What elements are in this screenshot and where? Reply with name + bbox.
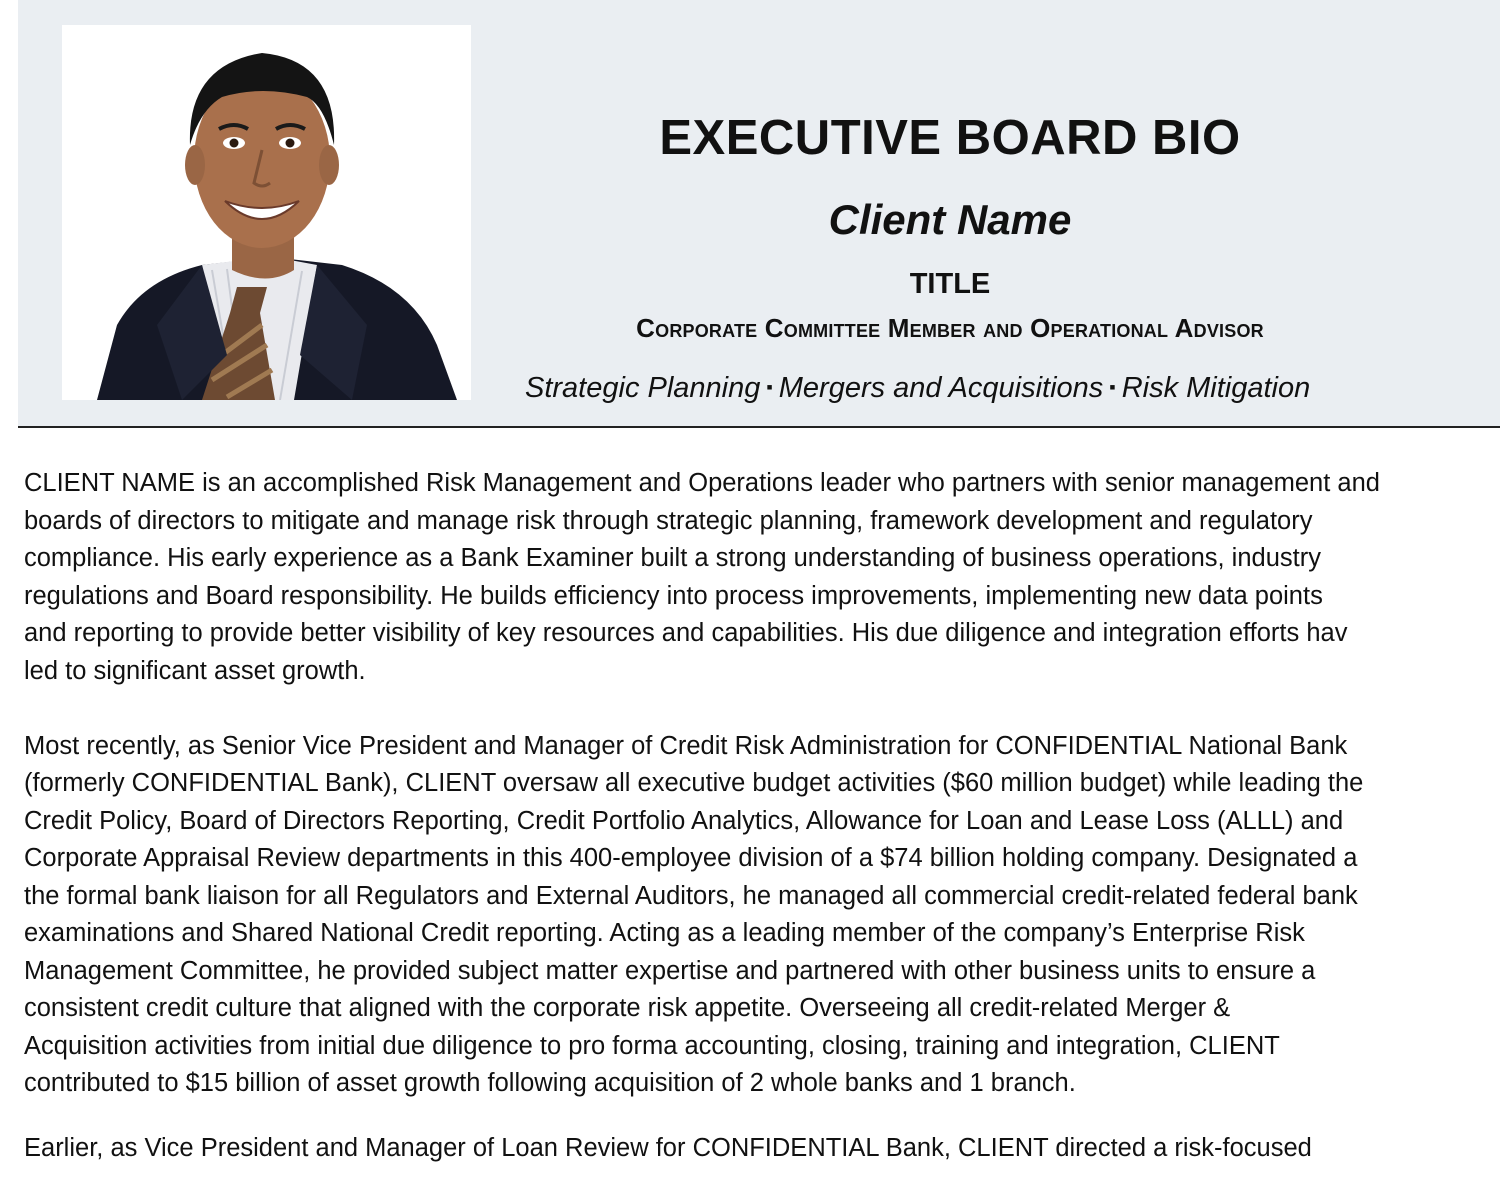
- text-line: contributed to $15 billion of asset growth following acquisition of 2 whole banks and 1 branch.: [24, 1069, 1076, 1097]
- paragraph-spacer: [24, 690, 1500, 728]
- bio-paragraph-3: [24, 1130, 1500, 1168]
- specialties-line: [490, 372, 1500, 405]
- specialty-item: Risk Mitigation: [1121, 372, 1311, 404]
- bullet-separator-icon: ▪: [766, 377, 773, 397]
- headshot-illustration: [62, 25, 471, 400]
- text-line: Acquisition activities from initial due diligence to pro forma accounting, closing, training and integration, CLIENT: [24, 1031, 1280, 1060]
- text-line: Most recently, as Senior Vice President and Manager of Credit Risk Administration for CONFIDENTIAL National Bank: [24, 731, 1348, 760]
- text-line: regulations and Board responsibility. He builds efficiency into process improvements, implementing new data points: [24, 581, 1323, 610]
- text-line: Management Committee, he provided subject matter expertise and partnered with other business units to ensure a: [24, 956, 1316, 985]
- bio-paragraph-1: [24, 465, 1500, 690]
- text-line: led to significant asset growth.: [24, 656, 366, 685]
- text-line: boards of directors to mitigate and manage risk through strategic planning, framework development and regulatory: [24, 506, 1313, 535]
- text-line: and reporting to provide better visibility of key resources and capabilities. His due diligence and integration efforts hav: [24, 619, 1348, 647]
- text-line: the formal bank liaison for all Regulators and External Auditors, he managed all commercial credit-related federal bank: [24, 881, 1358, 910]
- role-subtitle: Corporate Committee Member and Operational Advisor: [636, 313, 1264, 343]
- bullet-separator-icon: ▪: [1109, 377, 1116, 397]
- text-line: Credit Policy, Board of Directors Reporting, Credit Portfolio Analytics, Allowance for Loan and Lease Loss (ALLL) and: [24, 806, 1344, 835]
- text-line: consistent credit culture that aligned with the corporate risk appetite. Overseeing all credit-related Merger &: [24, 994, 1231, 1022]
- specialty-item: Strategic Planning: [525, 372, 761, 404]
- page-title: EXECUTIVE BOARD BIO: [659, 111, 1241, 165]
- bio-paragraph-2: [24, 728, 1500, 1103]
- specialty-item: Mergers and Acquisitions: [778, 372, 1104, 404]
- bio-body: [24, 465, 1500, 1167]
- title-label: TITLE: [909, 268, 991, 300]
- text-line: Corporate Appraisal Review departments in this 400-employee division of a $74 billion holding company. Designated a: [24, 844, 1358, 872]
- text-line: CLIENT NAME is an accomplished Risk Management and Operations leader who partners with senior management and: [24, 469, 1380, 497]
- paragraph-spacer: [24, 1103, 1500, 1130]
- client-name: Client Name: [828, 196, 1072, 243]
- text-line: (formerly CONFIDENTIAL Bank), CLIENT oversaw all executive budget activities ($60 million budget) while leading the: [24, 769, 1364, 797]
- text-line: Earlier, as Vice President and Manager of Loan Review for CONFIDENTIAL Bank, CLIENT directed a risk-focused: [24, 1133, 1312, 1162]
- text-line: examinations and Shared National Credit reporting. Acting as a leading member of the company’s Enterprise Risk: [24, 919, 1305, 947]
- headshot-photo: [62, 25, 471, 400]
- text-line: compliance. His early experience as a Bank Examiner built a strong understanding of business operations, industry: [24, 544, 1321, 572]
